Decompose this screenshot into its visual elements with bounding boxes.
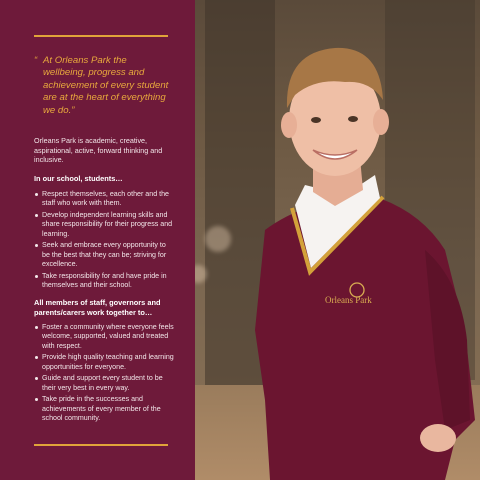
- students-list: [34, 190, 174, 293]
- bullet-icon: [35, 377, 38, 380]
- text-panel: [0, 0, 195, 480]
- school-logo: Orleans Park: [325, 295, 372, 305]
- list-item: Respect themselves, each other and the staff who work with them.: [34, 190, 174, 209]
- student-figure: [195, 0, 480, 480]
- student-photo: [195, 0, 480, 480]
- bullet-icon: [35, 275, 38, 278]
- quote-open-mark: “: [34, 55, 38, 66]
- intro-paragraph: Orleans Park is academic, creative, aspirational, active, forward thinking and inclusive.: [34, 136, 163, 165]
- bullet-icon: [35, 356, 38, 359]
- bullet-icon: [35, 244, 38, 247]
- bullet-icon: [35, 214, 38, 217]
- list-item: Foster a community where everyone feels welcome, supported, valued and treated with respect.: [34, 323, 174, 351]
- bottom-divider: [34, 444, 168, 446]
- top-divider: [34, 35, 168, 37]
- staff-list: [34, 323, 174, 426]
- list-item: Take pride in the successes and achievements of every member of the school community.: [34, 395, 174, 423]
- list-item: Develop independent learning skills and share responsibility for their progress and learning.: [34, 211, 174, 239]
- quote-text: At Orleans Park the wellbeing, progress and achievement of every student are at the heart of everything we do.”: [43, 55, 169, 116]
- list-item: Seek and embrace every opportunity to be the best that they can be; striving for excellence.: [34, 241, 174, 269]
- bullet-icon: [35, 398, 38, 401]
- students-heading: In our school, students…: [34, 174, 123, 183]
- list-item: Provide high quality teaching and learning opportunities for everyone.: [34, 353, 174, 372]
- pull-quote: [34, 55, 172, 117]
- list-item: Take responsibility for and have pride in themselves and their school.: [34, 272, 174, 291]
- bullet-icon: [35, 193, 38, 196]
- list-item: Guide and support every student to be their very best in every way.: [34, 374, 174, 393]
- bullet-icon: [35, 326, 38, 329]
- staff-heading: All members of staff, governors and parents/carers work together to…: [34, 298, 161, 317]
